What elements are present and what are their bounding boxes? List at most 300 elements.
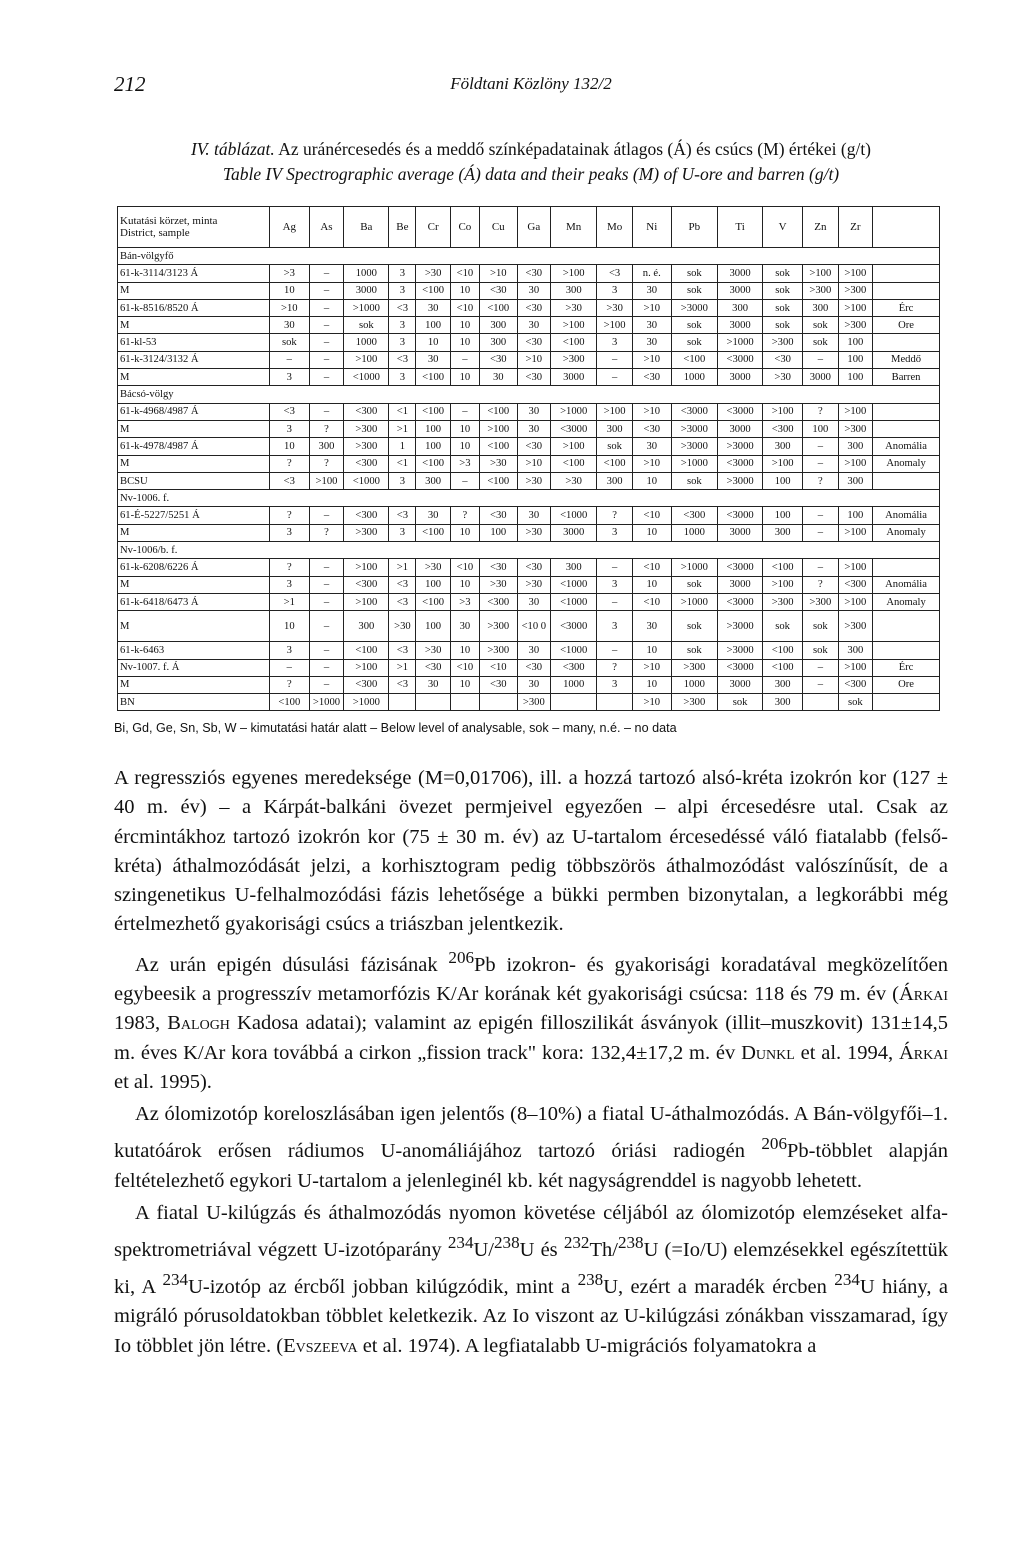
value-cell: 30 <box>632 611 671 642</box>
sample-cell: 61-k-4978/4987 Á <box>118 438 270 455</box>
value-cell: >30 <box>597 299 633 316</box>
value-cell: >300 <box>838 282 872 299</box>
header-col: Pb <box>671 207 717 248</box>
sample-cell: M <box>118 369 270 386</box>
table-caption-hu <box>114 137 948 161</box>
value-cell: >10 <box>632 403 671 420</box>
value-cell: 3 <box>389 282 416 299</box>
value-cell: >10 <box>632 299 671 316</box>
table-row <box>118 420 940 437</box>
value-cell: 3 <box>269 369 309 386</box>
value-cell: 100 <box>763 472 803 489</box>
value-cell: <10 <box>632 507 671 524</box>
value-cell: 300 <box>717 299 762 316</box>
group-row <box>118 248 940 265</box>
value-cell: >100 <box>597 403 633 420</box>
group-label: Nv-1006. f. <box>118 490 940 507</box>
value-cell: 10 <box>269 438 309 455</box>
value-cell: >30 <box>416 265 450 282</box>
value-cell: <100 <box>551 334 597 351</box>
value-cell: 10 <box>450 642 479 659</box>
table-row <box>118 642 940 659</box>
value-cell: sok <box>803 317 839 334</box>
table-caption-en: Table IV Spectrographic average (Á) data and their peaks (M) of U-ore and barren (g/t) <box>222 164 840 184</box>
value-cell: <3 <box>389 507 416 524</box>
paragraph-4: A fiatal U-kilúgzás és áthalmozódás nyomon követése céljából az ólomizotóp elemzéseket alfa-spektrometriával végzett U-izotóparány $^{234}$U/$^{238}$U és $^{232}$Th/$^{238}$U (=Io/U) elemzésekkel egészítettük ki, A $^{234}$U-izotóp az ércből jobban kilúgzódik, mint a $^{238}$U, ezért a maradék ércben $^{234}$U hiány, a migráló pórusoldatokban többlet keletkezik. Az Io viszont az U-kilúgzási zónákban visszamarad, így Io többlet jön létre. (Evszeeva et al. 1974). A legfiatalabb U-migrációs folyamatokra a <box>114 1201 948 1357</box>
value-cell: 100 <box>416 438 450 455</box>
table-row <box>118 676 940 693</box>
value-cell: >3000 <box>671 438 717 455</box>
header-col: Ni <box>632 207 671 248</box>
value-cell: ? <box>803 403 839 420</box>
table-footnote: Bi, Gd, Ge, Sn, Sb, W – kimutatási határ alatt – Below level of analysable, sok – many, n.é. – no data <box>114 721 677 735</box>
value-cell: <100 <box>416 455 450 472</box>
value-cell: ? <box>450 507 479 524</box>
value-cell: <300 <box>344 676 389 693</box>
value-cell: >3 <box>450 455 479 472</box>
value-cell: 30 <box>416 351 450 368</box>
value-cell: Anomaly <box>873 455 940 472</box>
value-cell: <1000 <box>551 576 597 593</box>
value-cell: >1 <box>269 593 309 610</box>
sample-cell: 61-k-3114/3123 Á <box>118 265 270 282</box>
value-cell: – <box>803 659 839 676</box>
value-cell: – <box>269 351 309 368</box>
value-cell <box>551 694 597 711</box>
value-cell: – <box>309 299 343 316</box>
header-col: V <box>763 207 803 248</box>
value-cell: 3 <box>269 420 309 437</box>
value-cell: <100 <box>479 299 517 316</box>
value-cell: 300 <box>763 438 803 455</box>
value-cell: – <box>597 593 633 610</box>
value-cell: <30 <box>517 438 550 455</box>
value-cell: 3 <box>597 334 633 351</box>
value-cell: 10 <box>269 611 309 642</box>
value-cell: 3 <box>597 611 633 642</box>
value-cell: <30 <box>479 559 517 576</box>
value-cell: >10 <box>632 659 671 676</box>
value-cell: 3000 <box>717 317 762 334</box>
value-cell: – <box>309 403 343 420</box>
value-cell: 30 <box>632 317 671 334</box>
value-cell: >30 <box>416 642 450 659</box>
value-cell: 300 <box>763 524 803 541</box>
value-cell <box>873 282 940 299</box>
value-cell: >100 <box>344 659 389 676</box>
value-cell: <3000 <box>671 403 717 420</box>
value-cell: – <box>309 317 343 334</box>
value-cell: 100 <box>763 507 803 524</box>
value-cell: – <box>309 369 343 386</box>
value-cell: Barren <box>873 369 940 386</box>
value-cell: ? <box>597 507 633 524</box>
value-cell: 3 <box>597 524 633 541</box>
value-cell <box>416 694 450 711</box>
sample-cell: M <box>118 317 270 334</box>
value-cell: <100 <box>479 438 517 455</box>
sample-cell: M <box>118 282 270 299</box>
value-cell: >3000 <box>717 438 762 455</box>
table-row <box>118 438 940 455</box>
value-cell: >300 <box>344 524 389 541</box>
body-text <box>114 764 948 1364</box>
value-cell: – <box>597 559 633 576</box>
value-cell: 3 <box>269 642 309 659</box>
value-cell: >300 <box>838 420 872 437</box>
value-cell: >1000 <box>309 694 343 711</box>
value-cell: 30 <box>517 403 550 420</box>
table-row <box>118 659 940 676</box>
value-cell: 3 <box>389 472 416 489</box>
value-cell: <3000 <box>551 420 597 437</box>
value-cell: 300 <box>763 676 803 693</box>
value-cell: <3000 <box>717 403 762 420</box>
value-cell: <3000 <box>551 611 597 642</box>
value-cell: 30 <box>517 317 550 334</box>
value-cell: sok <box>763 265 803 282</box>
value-cell: >30 <box>517 472 550 489</box>
table-row <box>118 299 940 316</box>
value-cell: >100 <box>597 317 633 334</box>
value-cell: >30 <box>389 611 416 642</box>
value-cell: <100 <box>269 694 309 711</box>
value-cell: <100 <box>763 559 803 576</box>
value-cell: 30 <box>450 611 479 642</box>
sample-cell: M <box>118 524 270 541</box>
value-cell: >3 <box>269 265 309 282</box>
value-cell: >10 <box>632 351 671 368</box>
value-cell: sok <box>717 694 762 711</box>
value-cell: 30 <box>517 642 550 659</box>
header-col: Zn <box>803 207 839 248</box>
value-cell: 300 <box>344 611 389 642</box>
value-cell: >100 <box>479 420 517 437</box>
value-cell: sok <box>763 299 803 316</box>
value-cell: sok <box>671 265 717 282</box>
value-cell: 10 <box>632 524 671 541</box>
value-cell: 3000 <box>803 369 839 386</box>
value-cell: >300 <box>671 694 717 711</box>
value-cell <box>873 642 940 659</box>
value-cell: <3 <box>597 265 633 282</box>
value-cell: <10 <box>450 299 479 316</box>
paragraph-3: Az ólomizotóp koreloszlásában igen jelentős (8–10%) a fiatal U-áthalmozódás. A Bán-völgyfői–1. kutatóárok erősen rádiumos U-anomáliájához tartozó óriási radiogén $^{206}$Pb-többlet alapján feltételezhető egykori U-tartalom a jelenleginél kb. két nagyságrenddel is nagyobb lehetett. <box>114 1103 948 1192</box>
value-cell: 3 <box>389 524 416 541</box>
value-cell: 10 <box>450 576 479 593</box>
value-cell: sok <box>763 317 803 334</box>
value-cell: <3 <box>269 472 309 489</box>
value-cell: <300 <box>344 455 389 472</box>
value-cell: >100 <box>763 403 803 420</box>
value-cell: – <box>309 576 343 593</box>
value-cell: ? <box>309 524 343 541</box>
value-cell: <10 <box>450 659 479 676</box>
spectrographic-table <box>117 206 940 711</box>
sample-cell: 61-k-3124/3132 Á <box>118 351 270 368</box>
value-cell: >30 <box>479 576 517 593</box>
value-cell: >30 <box>551 472 597 489</box>
header-col: Be <box>389 207 416 248</box>
value-cell: – <box>450 351 479 368</box>
header-col: Cu <box>479 207 517 248</box>
value-cell: <3000 <box>717 455 762 472</box>
value-cell: <3000 <box>717 593 762 610</box>
table-row <box>118 611 940 642</box>
sample-cell: M <box>118 676 270 693</box>
value-cell: <300 <box>344 507 389 524</box>
table-row <box>118 282 940 299</box>
value-cell: >100 <box>838 299 872 316</box>
table-row <box>118 576 940 593</box>
value-cell: sok <box>597 438 633 455</box>
value-cell: 10 <box>450 317 479 334</box>
value-cell: >1000 <box>671 455 717 472</box>
header-col: Cr <box>416 207 450 248</box>
header-col: Co <box>450 207 479 248</box>
value-cell: ? <box>309 420 343 437</box>
table-row <box>118 524 940 541</box>
page-number: 212 <box>114 72 146 96</box>
sample-cell: M <box>118 576 270 593</box>
value-cell: >30 <box>517 524 550 541</box>
value-cell: – <box>597 642 633 659</box>
value-cell: 3 <box>597 282 633 299</box>
table-row <box>118 455 940 472</box>
value-cell: 10 <box>632 676 671 693</box>
value-cell: – <box>309 676 343 693</box>
group-label: Bácsó-völgy <box>118 386 940 403</box>
value-cell: 100 <box>838 351 872 368</box>
value-cell: >100 <box>838 403 872 420</box>
value-cell <box>873 694 940 711</box>
value-cell: 100 <box>416 317 450 334</box>
value-cell: sok <box>671 282 717 299</box>
value-cell: 3000 <box>717 420 762 437</box>
value-cell: – <box>309 642 343 659</box>
value-cell: – <box>309 351 343 368</box>
value-cell: 100 <box>803 420 839 437</box>
value-cell: >100 <box>838 265 872 282</box>
value-cell: >100 <box>838 524 872 541</box>
value-cell: 300 <box>838 642 872 659</box>
value-cell: <30 <box>517 299 550 316</box>
value-cell: <100 <box>416 593 450 610</box>
sample-cell: BN <box>118 694 270 711</box>
value-cell: – <box>597 369 633 386</box>
sample-cell: 61-k-6463 <box>118 642 270 659</box>
sample-cell: M <box>118 455 270 472</box>
value-cell: <100 <box>416 524 450 541</box>
value-cell: >100 <box>309 472 343 489</box>
value-cell: <3 <box>389 576 416 593</box>
value-cell: 100 <box>838 334 872 351</box>
value-cell: Érc <box>873 299 940 316</box>
sample-cell: M <box>118 611 270 642</box>
value-cell <box>873 403 940 420</box>
value-cell: sok <box>671 642 717 659</box>
value-cell: ? <box>269 455 309 472</box>
value-cell: 3000 <box>344 282 389 299</box>
value-cell: <3 <box>389 299 416 316</box>
value-cell: >10 <box>517 351 550 368</box>
value-cell: 3 <box>389 369 416 386</box>
value-cell: <10 <box>479 659 517 676</box>
value-cell: <100 <box>416 369 450 386</box>
value-cell: 3000 <box>717 676 762 693</box>
group-row <box>118 490 940 507</box>
value-cell: 300 <box>803 299 839 316</box>
sample-cell: 61-k-8516/8520 Á <box>118 299 270 316</box>
value-cell: >300 <box>763 334 803 351</box>
value-cell: sok <box>803 611 839 642</box>
value-cell: 30 <box>416 507 450 524</box>
value-cell <box>873 334 940 351</box>
value-cell: 100 <box>416 420 450 437</box>
group-row <box>118 542 940 559</box>
value-cell: – <box>803 507 839 524</box>
value-cell <box>873 420 940 437</box>
value-cell: – <box>309 659 343 676</box>
value-cell: <300 <box>671 507 717 524</box>
value-cell: – <box>803 676 839 693</box>
value-cell: sok <box>763 282 803 299</box>
value-cell: 1000 <box>671 524 717 541</box>
value-cell <box>389 694 416 711</box>
value-cell: 10 <box>450 438 479 455</box>
value-cell: sok <box>671 576 717 593</box>
value-cell: >300 <box>344 438 389 455</box>
value-cell: 10 <box>450 282 479 299</box>
table-row <box>118 593 940 610</box>
value-cell: sok <box>671 611 717 642</box>
value-cell: 300 <box>597 472 633 489</box>
value-cell: n. é. <box>632 265 671 282</box>
value-cell: – <box>309 559 343 576</box>
sample-cell: 61-É-5227/5251 Á <box>118 507 270 524</box>
value-cell: 3 <box>269 576 309 593</box>
value-cell: 100 <box>838 507 872 524</box>
value-cell: Ore <box>873 676 940 693</box>
value-cell: – <box>803 455 839 472</box>
value-cell: >100 <box>344 351 389 368</box>
value-cell: 300 <box>309 438 343 455</box>
value-cell: 300 <box>597 420 633 437</box>
value-cell: >100 <box>838 659 872 676</box>
value-cell <box>873 611 940 642</box>
value-cell: >30 <box>517 576 550 593</box>
value-cell: >300 <box>479 611 517 642</box>
value-cell: >100 <box>763 455 803 472</box>
value-cell: <30 <box>479 282 517 299</box>
value-cell: 3000 <box>717 265 762 282</box>
value-cell: >300 <box>803 593 839 610</box>
value-cell: 1 <box>389 438 416 455</box>
value-cell: <30 <box>517 265 550 282</box>
value-cell: sok <box>671 334 717 351</box>
value-cell: >1000 <box>551 403 597 420</box>
header-sample: Kutatási körzet, minta District, sample <box>118 207 270 248</box>
value-cell: 3000 <box>717 576 762 593</box>
value-cell: 30 <box>479 369 517 386</box>
value-cell: <100 <box>597 455 633 472</box>
value-cell <box>450 694 479 711</box>
value-cell: >100 <box>344 593 389 610</box>
group-label: Nv-1006/b. f. <box>118 542 940 559</box>
value-cell: <30 <box>517 659 550 676</box>
value-cell: <100 <box>671 351 717 368</box>
value-cell: >300 <box>763 593 803 610</box>
value-cell: Érc <box>873 659 940 676</box>
value-cell: >3000 <box>717 611 762 642</box>
sample-cell: BCSU <box>118 472 270 489</box>
value-cell: <3 <box>389 642 416 659</box>
sample-cell: 61-k-4968/4987 Á <box>118 403 270 420</box>
value-cell: Anomália <box>873 438 940 455</box>
value-cell: 100 <box>479 524 517 541</box>
value-cell: <300 <box>838 576 872 593</box>
value-cell: <30 <box>763 351 803 368</box>
value-cell: 30 <box>269 317 309 334</box>
sample-cell: M <box>118 420 270 437</box>
header-col: Mn <box>551 207 597 248</box>
value-cell: 100 <box>416 611 450 642</box>
value-cell: 300 <box>479 317 517 334</box>
value-cell: ? <box>803 576 839 593</box>
value-cell: >3 <box>450 593 479 610</box>
value-cell: 10 <box>450 524 479 541</box>
value-cell: 1000 <box>344 265 389 282</box>
page-header <box>114 72 948 102</box>
value-cell: – <box>803 524 839 541</box>
value-cell: <30 <box>479 676 517 693</box>
value-cell: 30 <box>517 507 550 524</box>
sample-cell: 61-k-6208/6226 Á <box>118 559 270 576</box>
value-cell: >100 <box>763 576 803 593</box>
header-col: As <box>309 207 343 248</box>
value-cell: <1000 <box>344 369 389 386</box>
table-row <box>118 559 940 576</box>
value-cell: >3000 <box>671 420 717 437</box>
value-cell: sok <box>803 642 839 659</box>
value-cell: >300 <box>551 351 597 368</box>
sample-cell: 61-k-6418/6473 Á <box>118 593 270 610</box>
value-cell: 300 <box>838 438 872 455</box>
sample-cell: 61-kl-53 <box>118 334 270 351</box>
value-cell: <1 <box>389 455 416 472</box>
value-cell: <1 <box>389 403 416 420</box>
value-cell: 30 <box>416 676 450 693</box>
value-cell: <30 <box>632 369 671 386</box>
group-row <box>118 386 940 403</box>
value-cell: 3 <box>597 576 633 593</box>
value-cell: >10 <box>479 265 517 282</box>
value-cell: <100 <box>763 642 803 659</box>
value-cell: >300 <box>517 694 550 711</box>
value-cell: – <box>309 265 343 282</box>
value-cell: >1 <box>389 659 416 676</box>
value-cell: 30 <box>416 299 450 316</box>
value-cell: sok <box>269 334 309 351</box>
value-cell: <30 <box>479 351 517 368</box>
value-cell: Anomaly <box>873 524 940 541</box>
value-cell: <3 <box>389 676 416 693</box>
value-cell: 3 <box>269 524 309 541</box>
header-col: Ag <box>269 207 309 248</box>
value-cell: – <box>309 611 343 642</box>
value-cell: – <box>309 593 343 610</box>
value-cell: >30 <box>479 455 517 472</box>
